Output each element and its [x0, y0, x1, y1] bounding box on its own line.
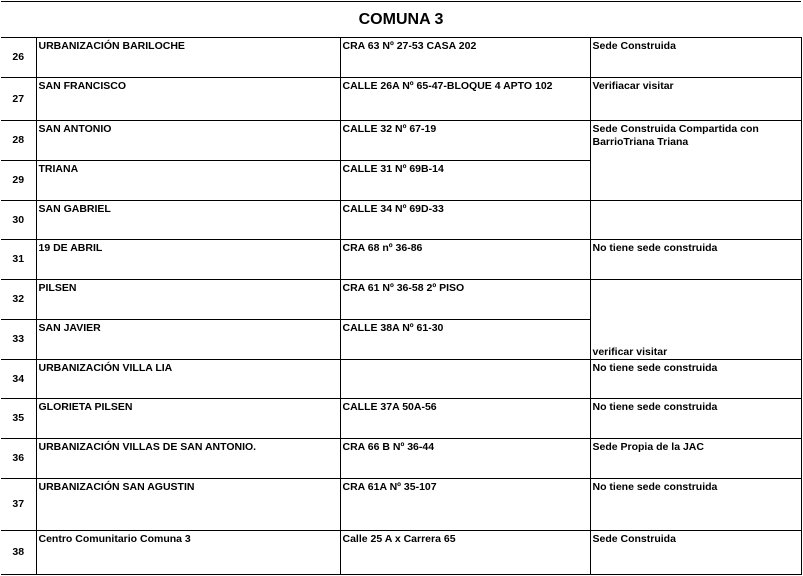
direccion-cell: CALLE 37A 50A-56: [340, 399, 590, 439]
row-number: 35: [1, 399, 36, 439]
title-row: [1, 2, 801, 38]
table-row: [1, 439, 801, 479]
direccion-cell: Calle 25 A x Carrera 65: [340, 531, 590, 575]
direccion-cell: CRA 68 nº 36-86: [340, 240, 590, 280]
table-row: [1, 399, 801, 439]
direccion-cell: CALLE 38A Nº 61-30: [340, 320, 590, 360]
estado-cell: Sede Construida: [590, 531, 801, 575]
estado-cell: Sede Construida: [590, 38, 801, 78]
barrio-cell: GLORIETA PILSEN: [36, 399, 340, 439]
table-row: [1, 78, 801, 121]
barrio-cell: 19 DE ABRIL: [36, 240, 340, 280]
row-number: 28: [1, 121, 36, 161]
estado-cell: Verifiacar visitar: [590, 78, 801, 121]
estado-cell: [590, 201, 801, 240]
row-number: 38: [1, 531, 36, 575]
barrio-cell: Centro Comunitario Comuna 3: [36, 531, 340, 575]
barrio-cell: URBANIZACIÓN VILLAS DE SAN ANTONIO.: [36, 439, 340, 479]
direccion-cell: CALLE 32 Nº 67-19: [340, 121, 590, 161]
barrio-cell: URBANIZACIÓN BARILOCHE: [36, 38, 340, 78]
barrio-cell: URBANIZACIÓN SAN AGUSTIN: [36, 479, 340, 531]
estado-cell: No tiene sede construida: [590, 240, 801, 280]
estado-cell: [590, 280, 801, 320]
row-number: 32: [1, 280, 36, 320]
row-number: 26: [1, 38, 36, 78]
table-row: [1, 360, 801, 399]
estado-cell: No tiene sede construida: [590, 479, 801, 531]
table-row: [1, 240, 801, 280]
barrio-cell: URBANIZACIÓN VILLA LIA: [36, 360, 340, 399]
direccion-cell: [340, 360, 590, 399]
barrio-cell: SAN FRANCISCO: [36, 78, 340, 121]
direccion-cell: CRA 63 Nº 27-53 CASA 202: [340, 38, 590, 78]
direccion-cell: CALLE 34 Nº 69D-33: [340, 201, 590, 240]
estado-cell: Sede Propia de la JAC: [590, 439, 801, 479]
table-row: [1, 280, 801, 320]
row-number: 37: [1, 479, 36, 531]
direccion-cell: CRA 66 B Nº 36-44: [340, 439, 590, 479]
row-number: 30: [1, 201, 36, 240]
barrio-cell: TRIANA: [36, 161, 340, 201]
direccion-cell: CALLE 26A Nº 65-47-BLOQUE 4 APTO 102: [340, 78, 590, 121]
estado-cell: verificar visitar: [590, 320, 801, 360]
row-number: 36: [1, 439, 36, 479]
row-number: 34: [1, 360, 36, 399]
estado-cell: Sede Construida Compartida con BarrioTriana Triana: [590, 121, 801, 201]
row-number: 33: [1, 320, 36, 360]
barrio-cell: SAN ANTONIO: [36, 121, 340, 161]
estado-cell: No tiene sede construida: [590, 399, 801, 439]
table-row: [1, 38, 801, 78]
direccion-cell: CRA 61 Nº 36-58 2º PISO: [340, 280, 590, 320]
estado-cell: No tiene sede construida: [590, 360, 801, 399]
table-title: COMUNA 3: [1, 2, 801, 38]
row-number: 27: [1, 78, 36, 121]
comuna-table: [1, 1, 802, 575]
table-row: [1, 479, 801, 531]
table-row: [1, 320, 801, 360]
barrio-cell: SAN GABRIEL: [36, 201, 340, 240]
table-row: [1, 531, 801, 575]
row-number: 31: [1, 240, 36, 280]
barrio-cell: SAN JAVIER: [36, 320, 340, 360]
table-row: [1, 201, 801, 240]
direccion-cell: CALLE 31 Nº 69B-14: [340, 161, 590, 201]
row-number: 29: [1, 161, 36, 201]
barrio-cell: PILSEN: [36, 280, 340, 320]
direccion-cell: CRA 61A Nº 35-107: [340, 479, 590, 531]
table-row: [1, 121, 801, 161]
